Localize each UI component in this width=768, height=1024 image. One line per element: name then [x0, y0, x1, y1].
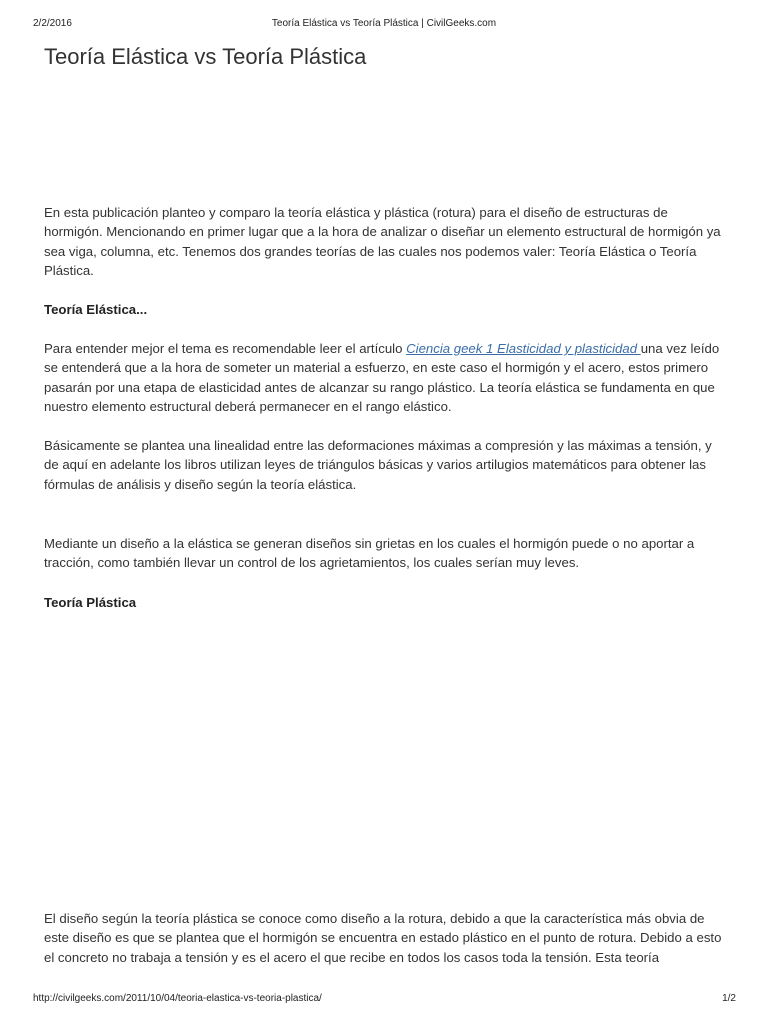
paragraph-text: Para entender mejor el tema es recomendable leer el artículo: [44, 341, 407, 356]
page-number: 1/2: [722, 993, 736, 1004]
section-heading-plastica: Teoría Plástica: [44, 595, 137, 610]
elastica-paragraph-3: Mediante un diseño a la elástica se generan diseños sin grietas en los cuales el hormigón puede o no aportar a tracción, como también llevar un control de los agrietamientos, los cuales serían muy leves.: [44, 536, 695, 571]
elastica-paragraph-1: [44, 339, 728, 417]
print-date: 2/2/2016: [33, 18, 72, 29]
plastica-paragraph-1: El diseño según la teoría plástica se conoce como diseño a la rotura, debido a que la característica más obvia de este diseño es que se plantea que el hormigón se encuentra en estado plástico en el punto de rotura. Debido a esto el concreto no trabaja a tensión y es el acero el que recibe en todos los casos toda la tensión. Esta teoría: [44, 911, 722, 965]
print-footer-url: http://civilgeeks.com/2011/10/04/teoria-elastica-vs-teoria-plastica/: [33, 993, 322, 1004]
print-header-title: Teoría Elástica vs Teoría Plástica | CivilGeeks.com: [271, 18, 497, 29]
paragraph-text: una vez leído se entenderá que a la hora de someter un material a esfuerzo, en este caso el hormigón y el acero, estos primero pasarán por una etapa de elasticidad antes de alcanzar su rango plástico. La teoría elástica se fundamenta en que nuestro elemento estructural deberá permanecer en el rango elástico.: [44, 341, 720, 415]
article-title: Teoría Elástica vs Teoría Plástica: [44, 44, 367, 69]
elastica-paragraph-2: Básicamente se plantea una linealidad entre las deformaciones máximas a compresión y las máximas a tensión, y de aquí en adelante los libros utilizan leyes de triángulos básicas y varios artilugios matemáticos para obtener las fórmulas de análisis y diseño según la teoría elástica.: [44, 438, 712, 492]
section-heading-elastica: Teoría Elástica...: [44, 302, 148, 317]
intro-paragraph: En esta publicación planteo y comparo la teoría elástica y plástica (rotura) para el diseño de estructuras de hormigón. Mencionando en primer lugar que a la hora de analizar o diseñar un elemento estructural de hormigón ya sea viga, columna, etc. Tenemos dos grandes teorías de las cuales nos podemos valer: Teoría Elástica o Teoría Plástica.: [44, 205, 721, 279]
ciencia-geek-link[interactable]: Ciencia geek 1 Elasticidad y plasticidad: [406, 341, 641, 356]
